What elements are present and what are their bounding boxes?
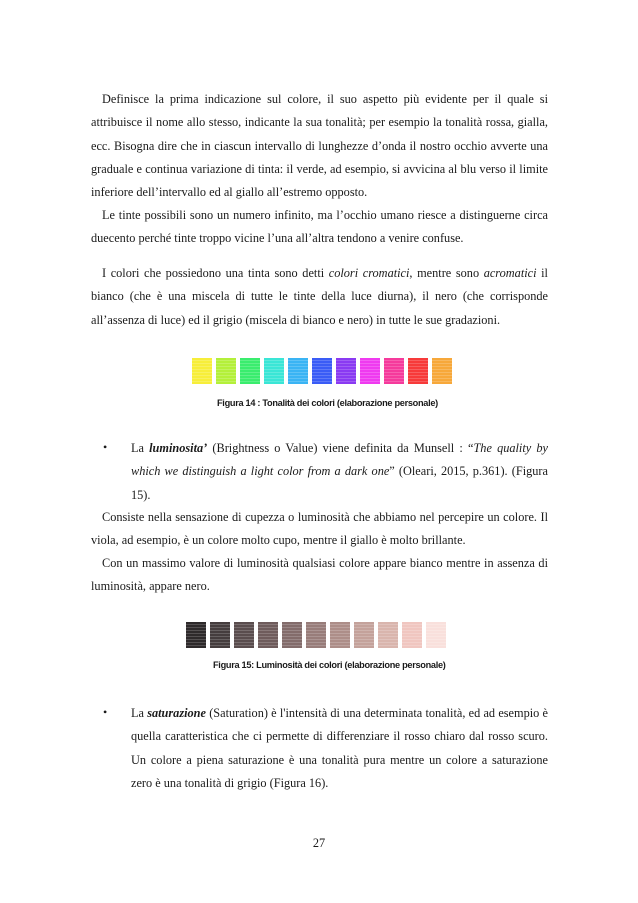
brightness-swatch-4 [258,622,278,648]
hue-swatch-5 [288,358,308,384]
paragraph-tinte [91,204,548,251]
paragraph-text: Definisce la prima indicazione sul colore, il suo aspetto più evidente per il quale si attribuisce il nome allo stesso, indicante la sua tonalità; per esempio la tonalità rossa, gialla, ecc. Bisogna dire che in ciascun intervallo di lunghezze d’onda il nostro occhio avverte una graduale e continua variazione di tinta: il verde, ad esempio, si avvicina al blu verso il limite inferiore dell’intervallo ed al giallo all’estremo opposto. [91,92,548,200]
page-number: 27 [312,836,326,850]
hue-swatch-7 [336,358,356,384]
hue-swatch-2 [216,358,236,384]
hue-swatch-8 [360,358,380,384]
brightness-swatch-1 [186,622,206,648]
text-run: il bianco (che è una miscela di tutte le tinte della luce diurna), il nero (che corrisponde all’assenza di luce) ed il grigio (miscela di bianco e nero) in tutte le sue gradazioni. [91,266,548,327]
figure-15-caption: Figura 15: Luminosità dei colori (elaborazione personale) [213,660,446,670]
term-acromatici: acromatici [483,266,537,280]
brightness-swatch-6 [306,622,326,648]
paragraph-massimo-valore [91,552,548,599]
hue-swatch-9 [384,358,404,384]
paragraph-text: Consiste nella sensazione di cupezza o luminosità che abbiamo nel percepire un colore. Il viola, ad esempio, è un colore molto cupo, mentre il giallo è molto brillante. [91,510,548,548]
brightness-swatch-3 [234,622,254,648]
hue-swatch-3 [240,358,260,384]
hue-swatch-10 [408,358,428,384]
hue-swatch-6 [312,358,332,384]
hue-swatch-11 [432,358,452,384]
brightness-swatch-strip [186,622,470,648]
hue-swatch-4 [264,358,284,384]
bullet-dot: • [103,440,108,454]
hue-swatch-1 [192,358,212,384]
bullet-saturazione [131,702,548,795]
paragraph-cupezza [91,506,548,553]
paragraph-text: Le tinte possibili sono un numero infinito, ma l’occhio umano riesce a distinguerne circa duecento perché tinte troppo vicine l’una all’altra tendono a venire confuse. [91,208,548,246]
term-saturazione: saturazione [147,706,206,720]
figure-14-caption: Figura 14 : Tonalità dei colori (elaborazione personale) [217,398,438,408]
bullet-luminosita [131,437,548,507]
term-colori-cromatici: colori cromatici [328,266,410,280]
brightness-swatch-5 [282,622,302,648]
brightness-swatch-12 [450,622,470,648]
brightness-swatch-10 [402,622,422,648]
paragraph-cromatici [91,262,548,332]
term-luminosita: luminosita’ [149,441,208,455]
text-run: , mentre sono [409,266,484,280]
paragraph-tonalita [91,88,548,204]
bullet-dot: • [103,705,108,719]
text-run: La [131,706,148,720]
hue-swatch-strip [192,358,452,384]
brightness-swatch-9 [378,622,398,648]
text-run: La [131,441,150,455]
brightness-swatch-8 [354,622,374,648]
text-run: ” (Oleari, 2015, p.361). (Figura 15). [131,464,548,502]
munsell-quote: The quality by which we distinguish a light color from a dark one [131,441,548,479]
brightness-swatch-11 [426,622,446,648]
text-run: I colori che possiedono una tinta sono detti [102,266,329,280]
brightness-swatch-2 [210,622,230,648]
brightness-swatch-7 [330,622,350,648]
text-run: (Brightness o Value) viene definita da Munsell : “ [207,441,474,455]
paragraph-text: Con un massimo valore di luminosità qualsiasi colore appare bianco mentre in assenza di luminosità, appare nero. [91,556,548,594]
text-run: (Saturation) è l'intensità di una determinata tonalità, ed ad esempio è quella caratteristica che ci permette di differenziare il rosso chiaro dal rosso scuro. Un colore a piena saturazione è una tonalità pura mentre un colore a saturazione zero è una tonalità di grigio (Figura 16). [131,706,548,790]
